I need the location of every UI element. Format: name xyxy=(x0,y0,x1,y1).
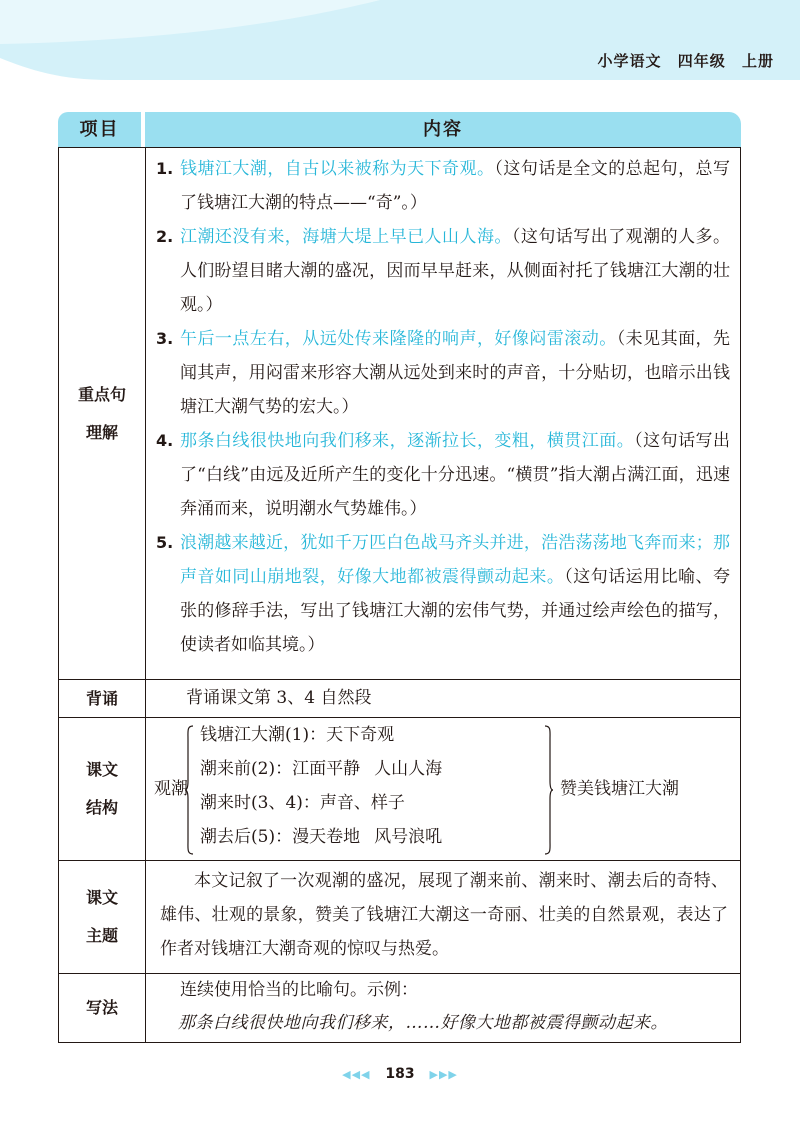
branch-text: 潮来时(3、4)：声音、样子 xyxy=(200,793,405,813)
subject-label: 小学语文 xyxy=(597,52,662,70)
branch-text: 潮来前(2)：江面平静 xyxy=(200,759,361,779)
label-line-1: 课文 xyxy=(85,888,118,907)
structure-branch xyxy=(200,752,442,786)
highlighted-quote: 江潮还没有来，海塘大堤上早已人山人海。 xyxy=(180,227,512,247)
key-sentence-item xyxy=(156,424,730,526)
label-line-1: 课文 xyxy=(85,760,118,779)
writing-example: 那条白线很快地向我们移来，……好像大地都被震得颤动起来。 xyxy=(178,1013,668,1033)
recite-content: 背诵课文第 3、4 自然段 xyxy=(186,688,372,708)
row-structure xyxy=(59,717,740,860)
branch-extra: 风号浪吼 xyxy=(374,827,443,847)
structure-diagram xyxy=(146,718,740,859)
quote-explanation: （这句话运用比喻、夸张的修辞手法，写出了钱塘江大潮的宏伟气势，并通过绘声绘色的描写，使读者如临其境。） xyxy=(180,567,731,655)
item-number: 2. xyxy=(156,227,174,246)
volume-label: 上册 xyxy=(741,52,774,70)
page-footer xyxy=(0,1066,800,1082)
branch-extra: 人山人海 xyxy=(374,759,443,779)
writing-method: 连续使用恰当的比喻句。示例： xyxy=(180,980,418,1000)
item-number: 4. xyxy=(156,431,174,450)
highlighted-quote: 钱塘江大潮，自古以来被称为天下奇观。 xyxy=(180,159,495,179)
key-sentence-item xyxy=(156,220,730,322)
quote-explanation: （这句话写出了观潮的人多。人们盼望目睹大潮的盛况，因而早早赶来，从侧面衬托了钱塘江大潮的壮观。） xyxy=(180,227,731,315)
left-brace xyxy=(184,725,194,855)
writing-content xyxy=(146,974,740,1040)
grade-label: 四年级 xyxy=(677,52,726,70)
summary-table xyxy=(58,112,741,1043)
label-line-2: 理解 xyxy=(85,422,118,442)
row-theme xyxy=(59,860,740,973)
structure-root: 观潮 xyxy=(154,779,188,799)
table-body xyxy=(58,147,741,1043)
branch-text: 钱塘江大潮(1)：天下奇观 xyxy=(200,725,395,745)
row-label-structure xyxy=(59,718,146,860)
structure-branches xyxy=(200,718,442,854)
structure-branch xyxy=(200,786,442,820)
key-sentence-item xyxy=(156,322,730,424)
highlighted-quote: 午后一点左右，从远处传来隆隆的响声，好像闷雷滚动。 xyxy=(180,329,617,349)
row-writing xyxy=(59,973,740,1042)
row-recite xyxy=(59,679,740,717)
theme-content: 本文记叙了一次观潮的盛况，展现了潮来前、潮来时、潮去后的奇特、雄伟、壮观的景象，赞美了钱塘江大潮这一奇丽、壮美的自然景观，表达了作者对钱塘江大潮奇观的惊叹与热爱。 xyxy=(160,871,728,959)
key-sentences-content xyxy=(146,148,740,662)
highlighted-quote: 那条白线很快地向我们移来，逐渐拉长，变粗，横贯江面。 xyxy=(180,431,635,451)
key-sentence-item xyxy=(156,526,730,662)
row-key-sentences xyxy=(59,147,740,679)
label-line-2: 结构 xyxy=(85,798,118,817)
right-arrows-icon: ▶▶▶ xyxy=(429,1068,458,1081)
page-number: 183 xyxy=(385,1066,415,1082)
label-line-1: 重点句 xyxy=(77,384,126,404)
right-brace xyxy=(544,725,554,855)
key-sentence-item xyxy=(156,152,730,220)
quote-explanation: （这句话写出了“白线”由远及近所产生的变化十分迅速。“横贯”指大潮占满江面，迅速奔涌而来，说明潮水气势雄伟。） xyxy=(180,431,731,519)
table-header xyxy=(58,112,741,147)
quote-explanation: （这句话是全文的总起句，总写了钱塘江大潮的特点——“奇”。） xyxy=(180,159,731,213)
column-header-item: 项目 xyxy=(58,112,141,147)
label-line-2: 主题 xyxy=(85,926,118,945)
item-number: 5. xyxy=(156,533,174,552)
structure-conclusion: 赞美钱塘江大潮 xyxy=(560,779,679,799)
row-label-key-sentences xyxy=(59,148,146,679)
book-info xyxy=(597,50,774,71)
column-header-content: 内容 xyxy=(145,112,741,147)
item-number: 1. xyxy=(156,159,174,178)
row-label-writing: 写法 xyxy=(59,974,146,1042)
structure-branch xyxy=(200,718,442,752)
structure-branch xyxy=(200,820,442,854)
item-number: 3. xyxy=(156,329,174,348)
left-arrows-icon: ◀◀◀ xyxy=(342,1068,371,1081)
highlighted-quote: 浪潮越来越近，犹如千万匹白色战马齐头并进，浩浩荡荡地飞奔而来；那声音如同山崩地裂，好像大地都被震得颤动起来。 xyxy=(180,533,730,587)
row-label-theme xyxy=(59,861,146,973)
row-label-recite: 背诵 xyxy=(59,680,146,717)
branch-text: 潮去后(5)：漫天卷地 xyxy=(200,827,361,847)
quote-explanation: （未见其面，先闻其声，用闷雷来形容大潮从远处到来时的声音，十分贴切，也暗示出钱塘江大潮气势的宏大。） xyxy=(180,329,731,417)
